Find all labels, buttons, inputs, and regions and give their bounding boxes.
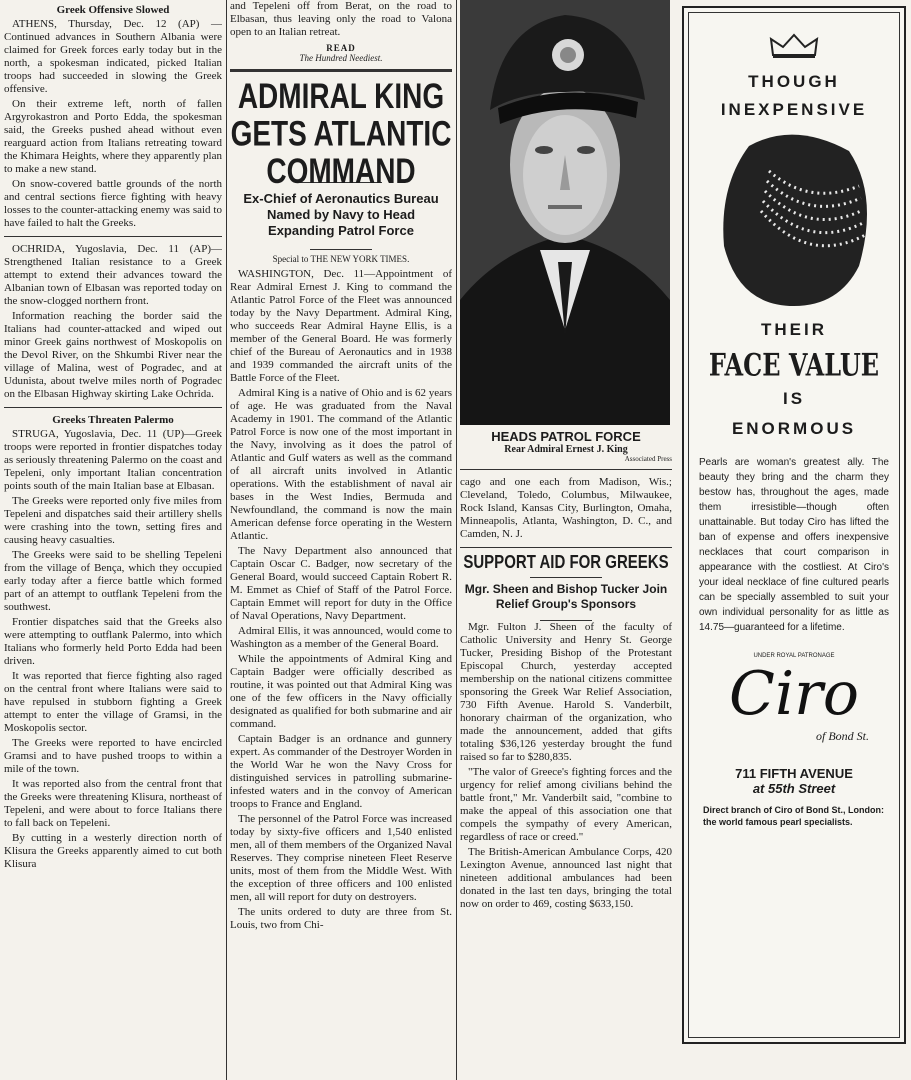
paragraph: ATHENS, Thursday, Dec. 12 (AP) —Continued advances in Southern Albania were claimed for Greek forces early today but in the north, a spokesman indicated, picked Italian troops had succeeded in slowing the Greek offensive. bbox=[4, 18, 222, 95]
paragraph: By cutting in a westerly direction north of Klisura the Greeks apparently aimed to cut both Klisura bbox=[4, 832, 222, 870]
paragraph: cago and one each from Madison, Wis.; Cleveland, Toledo, Columbus, Milwaukee, Rock Island, Kansas City, Burlington, Omaha, Minneapolis, Atlanta, Washington, D. C., and Camden, N. J. bbox=[460, 476, 672, 540]
paragraph: The Greeks were said to be shelling Tepeleni from the village of Bença, which they occupied early today after a fierce battle which formed part of an attempt to outflank Tepeleni from the southwest. bbox=[4, 549, 222, 613]
column-rule bbox=[456, 0, 457, 1080]
paragraph: WASHINGTON, Dec. 11—Appointment of Rear Admiral Ernest J. King to command the Atlantic Patrol Force of the Fleet was announced today by the Navy Department. Admiral King, who succeeds Rear Admiral Hayne Ellis, is a member of the General Board. He was formerly chief of the Bureau of Aeronautics and in 1938 and 1939 commanded the aircraft units of the Battle Force of the Fleet. bbox=[230, 268, 452, 384]
paragraph: "The valor of Greece's fighting forces and the urgency for relief among civilians behind the battle front," Mr. Vanderbilt said, "combine to make the appeal of this association one that compels the sympathy of every American, regardless of race or creed." bbox=[460, 766, 672, 843]
paragraph: It was reported that fierce fighting also raged on the central front where Italians were said to have repulsed in stubborn fighting a Greek attempt to enter the village of Gramsi, in the Moskopolis sector. bbox=[4, 670, 222, 734]
photo-caption-head: HEADS PATROL FORCE bbox=[491, 429, 641, 444]
paragraph: STRUGA, Yugoslavia, Dec. 11 (UP)—Greek troops were reported in frontier dispatches today as seriously threatening Palermo on the coast and Tepeleni, only important Italian concentration points south of the main Italian base at Elbasan. bbox=[4, 428, 222, 492]
ad-frame bbox=[688, 12, 900, 1038]
ciro-logo: Ciro bbox=[729, 659, 859, 729]
ad-footer: Direct branch of Ciro of Bond St., London: the world famous pearl specialists. bbox=[703, 805, 884, 827]
deck-support-aid: Mgr. Sheen and Bishop Tucker Join Relief Group's Sponsors bbox=[464, 582, 668, 611]
column-rule bbox=[226, 0, 227, 1080]
ciro-advertisement bbox=[682, 6, 906, 1044]
headline-greek-offensive: Greek Offensive Slowed bbox=[56, 4, 170, 16]
paragraph: The British-American Ambulance Corps, 420 Lexington Avenue, announced last night that nineteen additional ambulances had been donated in the last ten days, bringing the total now on order to 469, costing $633,150. bbox=[460, 846, 672, 910]
paragraph: The personnel of the Patrol Force was increased today by sixty-five officers and 1,540 enlisted men, all of them members of the Organized Naval Reserves. They comprise nineteen Fleet Reserve units, most of them from the Middle West. With the exception of three officers and 100 enlisted men, all will report for duty on destroyers. bbox=[230, 813, 452, 903]
photo-credit: Associated Press bbox=[624, 455, 672, 463]
paragraph: Information reaching the border said the Italians had counter-attacked and wiped out minor Greek gains northwest of Moskopolis on the Devol River, on the Shkumbi River near the village of Malina, west of Pogradec, and at Udunista, about twelve miles north of Pogradec on the Elbasan Highway skirting Lake Ochrida. bbox=[4, 310, 222, 400]
ad-line-is: IS bbox=[782, 389, 806, 408]
pearl-necklace-illustration bbox=[689, 126, 899, 316]
paragraph: Admiral Ellis, it was announced, would come to Washington as a member of the General Board. bbox=[230, 625, 452, 650]
read-notice bbox=[230, 43, 452, 63]
headline-greeks-threaten-palermo: Greeks Threaten Palermo bbox=[52, 414, 174, 426]
ad-address-line2: at 55th Street bbox=[752, 781, 836, 796]
paragraph: The Greeks were reported only five miles from Tepeleni and dispatches said their artillery shells were crashing into the town, setting fires and causing heavy casualties. bbox=[4, 495, 222, 546]
paragraph: Admiral King is a native of Ohio and is 62 years of age. He was graduated from the Naval Academy in 1901. The command of the Atlantic Patrol Force is now one of the most important in the Navy, involving as it does the patrol of Atlantic and Gulf waters as well as the command of all aircraft units involved in Atlantic operations. With the establishment of naval air bases in the West Indies, Bermuda and Newfoundland, the command is now the main American defense force operating in the Western Atlantic. bbox=[230, 387, 452, 542]
paragraph: On their extreme left, north of fallen Argyrokastron and Porto Edda, the spokesman said, the Greeks pushed ahead without even rearguard action from Italians retreating toward the Khimara Heights, where they apparently plan to make a new stand. bbox=[4, 98, 222, 175]
divider bbox=[230, 69, 452, 72]
ad-address-line1: 711 FIFTH AVENUE bbox=[735, 766, 853, 781]
column-1 bbox=[4, 0, 222, 1080]
crown-icon bbox=[689, 33, 899, 64]
ad-line-inexpensive: INEXPENSIVE bbox=[720, 100, 868, 119]
paragraph: OCHRIDA, Yugoslavia, Dec. 11 (AP)—Strengthened Italian resistance to a Greek attempt to extend their advances toward the Albanian town of Elbasan was reported today on the snow-clogged northern front. bbox=[4, 243, 222, 307]
column-3 bbox=[460, 0, 672, 1080]
divider bbox=[4, 236, 222, 237]
divider bbox=[4, 407, 222, 408]
ad-line-their: THEIR bbox=[761, 320, 827, 339]
headline-support-aid: SUPPORT AID FOR GREEKS bbox=[463, 552, 669, 573]
paragraph: On snow-covered battle grounds of the north and central sections fierce fighting with heavy losses to the counter-attacking enemy was said to have failed to halt the Greeks. bbox=[4, 178, 222, 229]
paragraph: While the appointments of Admiral King and Captain Badger were officially described as routine, it was pointed out that Admiral King was one of the few officers in the Navy officially designated as qualified for both submarine and air command. bbox=[230, 653, 452, 730]
admiral-king-photo bbox=[460, 0, 670, 425]
paragraph: The Navy Department also announced that Captain Oscar C. Badger, now secretary of the General Board, would succeed Captain Robert R. M. Emmet as Chief of Staff of the Patrol Force. Captain Emmet will report for duty in the Office of Naval Operations, Navy Department. bbox=[230, 545, 452, 622]
divider bbox=[310, 249, 372, 250]
ad-line-though: THOUGH bbox=[748, 72, 840, 91]
paragraph: It was reported also from the central front that the Greeks were threatening Klisura, northeast of Tepeleni, and were about to force Italians there to fall back on Tepeleni. bbox=[4, 778, 222, 829]
divider bbox=[460, 547, 672, 548]
read-text: The Hundred Neediest. bbox=[299, 53, 383, 63]
paragraph: Mgr. Fulton J. Sheen of the faculty of Catholic University and Henry St. George Tucker, Presiding Bishop of the Protestant Episcopal Church, yesterday accepted membership on the national citizens committee sponsoring the Greek War Relief Association, 730 Fifth Avenue. Harold S. Vanderbilt, honorary chairman of the organization, who made the announcement, added that gifts totaling $36,126 yesterday brought the fund raised so far to $280,835. bbox=[460, 621, 672, 763]
paragraph: Captain Badger is an ordnance and gunnery expert. As commander of the Destroyer Worden in the World War he won the Navy Cross for distinguished services in patrolling submarine-infested waters and in the convoy of American troops to France and England. bbox=[230, 733, 452, 810]
ad-line-face-value: FACE VALUE bbox=[708, 345, 880, 384]
photo-caption-sub: Rear Admiral Ernest J. King bbox=[504, 444, 628, 455]
ad-line-enormous: ENORMOUS bbox=[731, 419, 857, 438]
ciro-logo-sub: of Bond St. bbox=[816, 729, 869, 743]
paragraph: Frontier dispatches said that the Greeks also were attempting to outflank Palermo, into which Italians who formerly held Porto Edda had been driven. bbox=[4, 616, 222, 667]
portrait-illustration bbox=[460, 0, 670, 425]
special-credit: Special to THE NEW YORK TIMES. bbox=[272, 254, 410, 264]
ad-patronage: UNDER ROYAL PATRONAGE bbox=[753, 653, 835, 659]
paragraph: and Tepeleni off from Berat, on the road to Elbasan, thus leaving only the road to Valona open to an Italian retreat. bbox=[230, 0, 452, 38]
paragraph: The Greeks were reported to have encircled Gramsi and to have pushed troops to within a mile of the town. bbox=[4, 737, 222, 775]
ad-body-text: Pearls are woman's greatest ally. The beauty they bring and the charm they bestow has, throughout the ages, made them irresistible—though often unattainable. But today Ciro has lifted the ban of expense and offers inexpensive necklaces that court comparison in appearance with the costliest. At Ciro's your ideal necklace of fine cultured pearls can be specially assembled to suit your own individual personality for as little as 14.75—guaranteed for a lifetime. bbox=[699, 457, 889, 633]
paragraph: The units ordered to duty are three from St. Louis, two from Chi- bbox=[230, 906, 452, 931]
headline-admiral-king: ADMIRAL KING GETS ATLANTIC COMMAND bbox=[230, 76, 452, 191]
column-2 bbox=[230, 0, 452, 1080]
divider bbox=[460, 469, 672, 470]
deck-admiral-king: Ex-Chief of Aeronautics Bureau Named by Navy to Head Expanding Patrol Force bbox=[243, 191, 439, 238]
read-label: READ bbox=[326, 43, 356, 53]
divider bbox=[530, 577, 602, 578]
